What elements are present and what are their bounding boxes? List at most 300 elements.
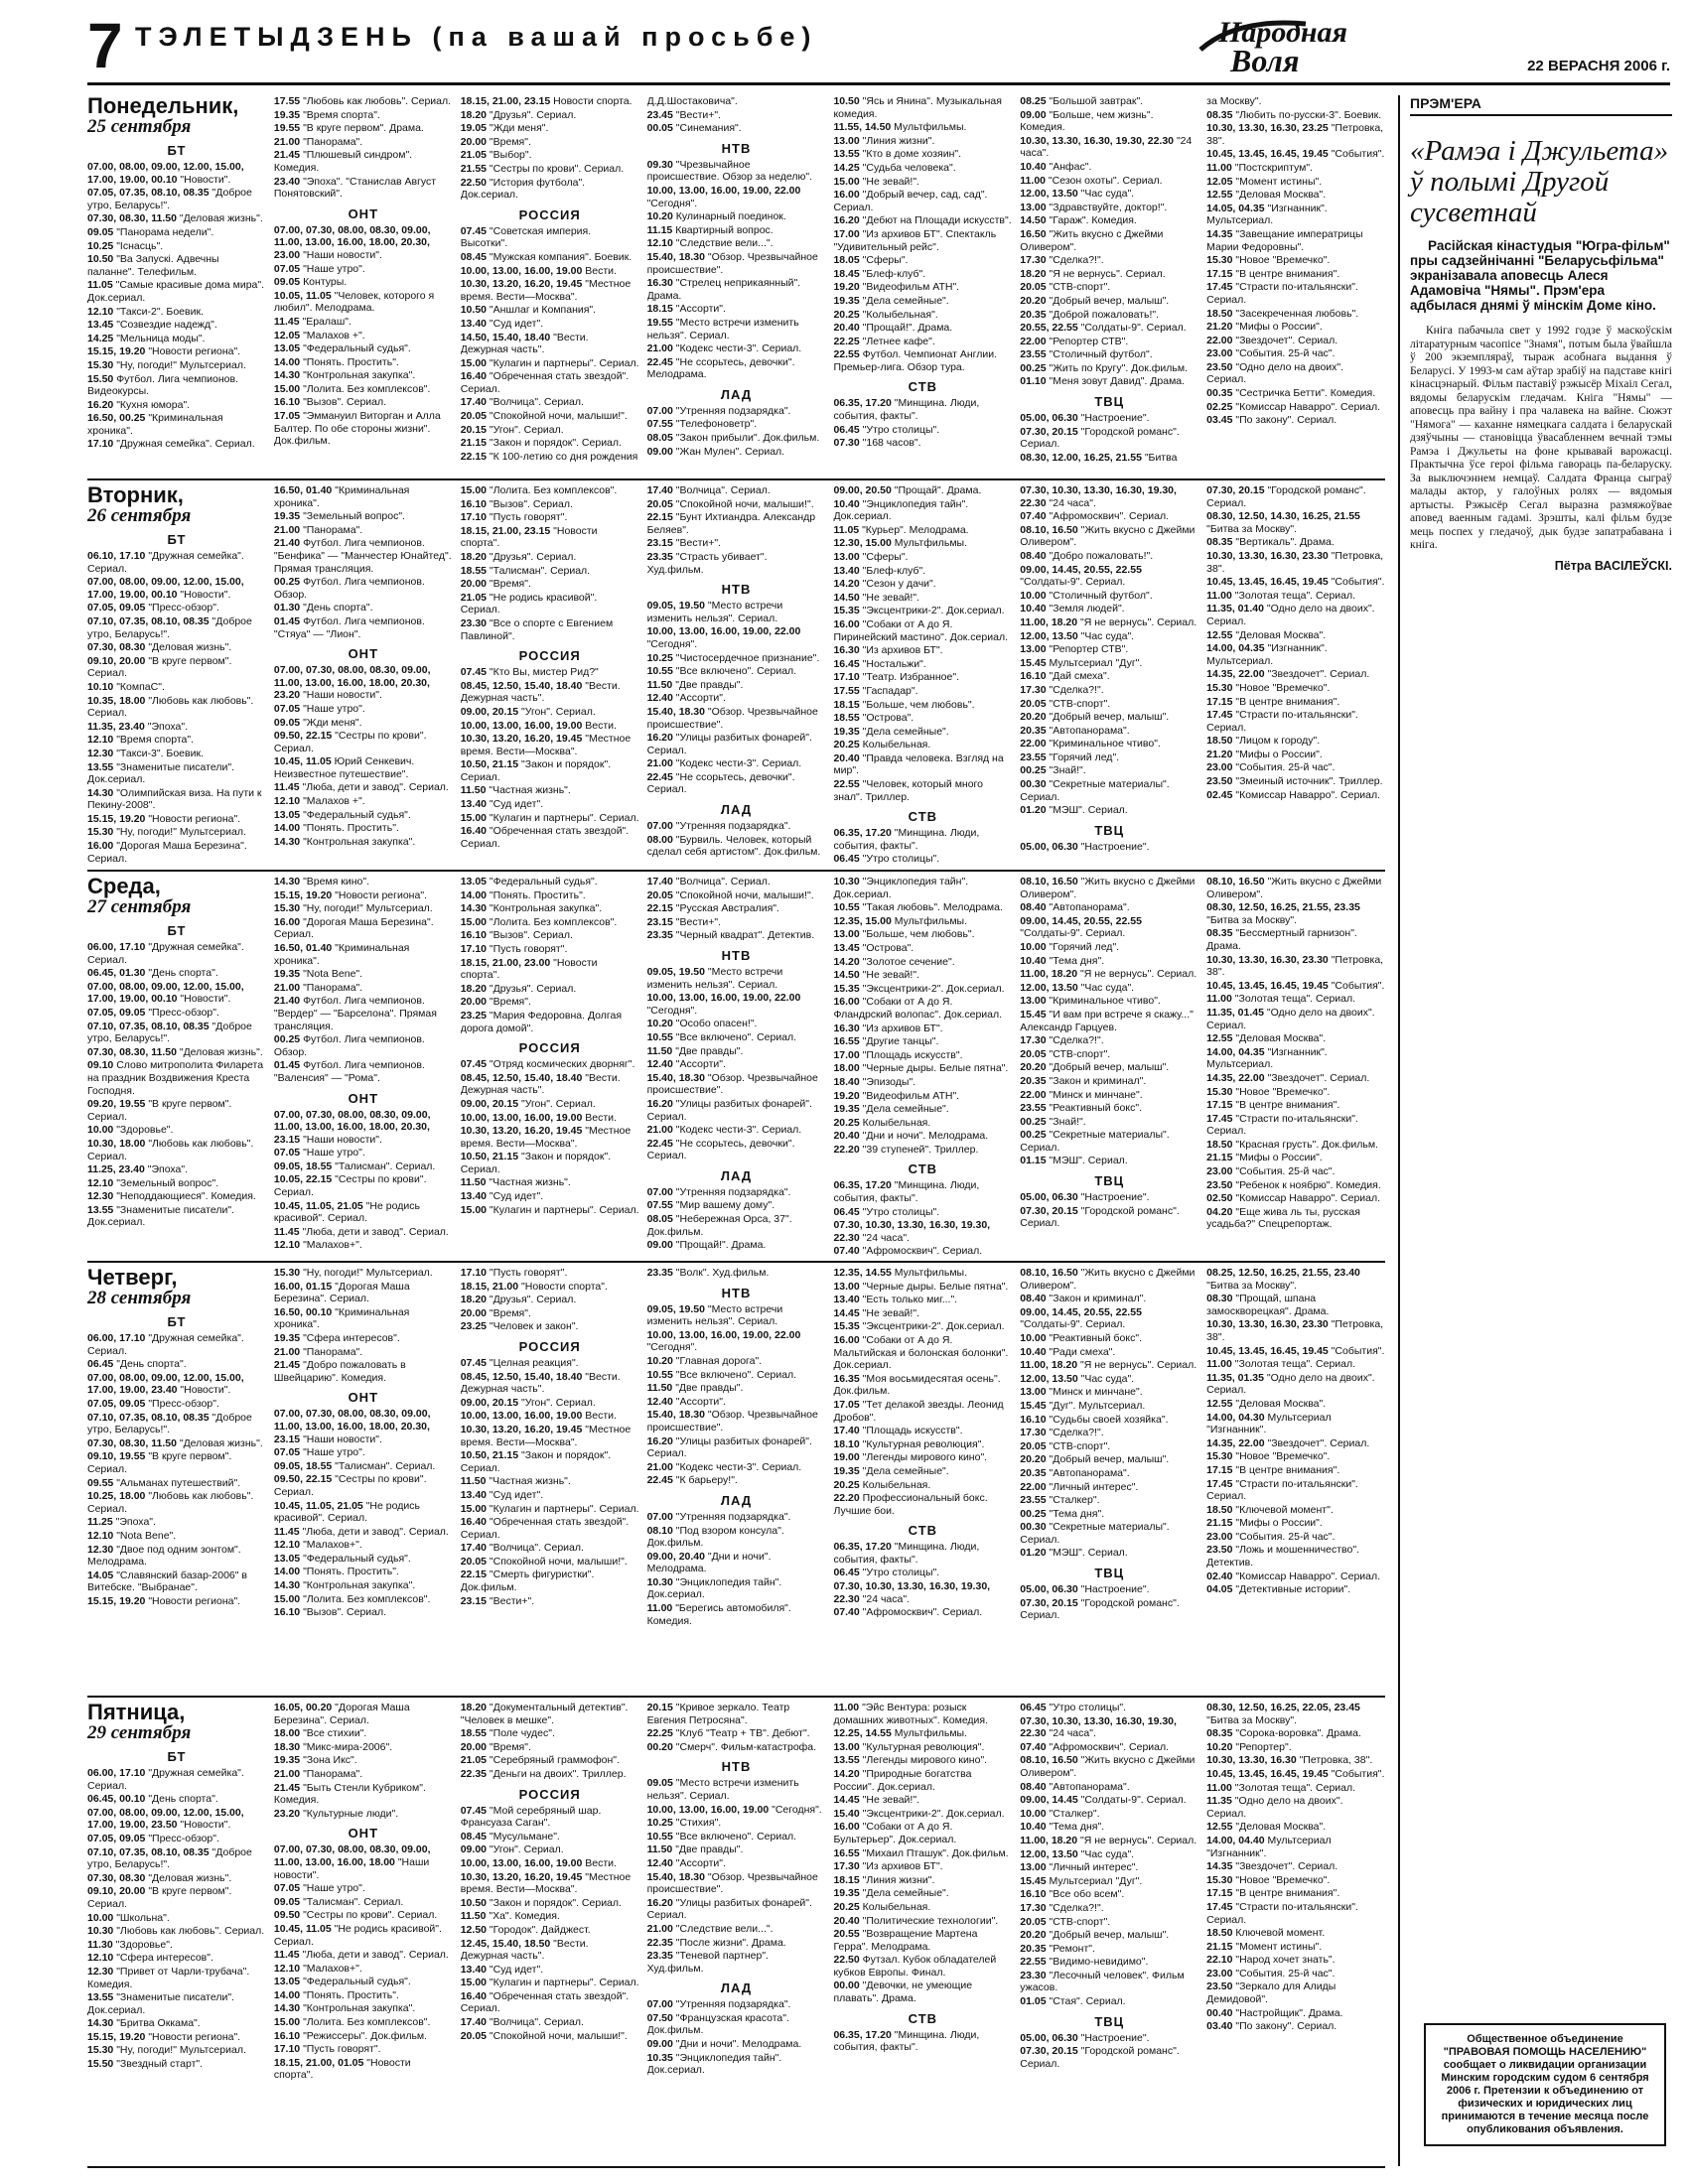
program-entry: 06.45 "Утро столицы".: [833, 853, 940, 866]
program-entry: 16.20 "Улицы разбитых фонарей". Сериал.: [646, 1097, 812, 1123]
program-entry: 14.35 "Завещание императрицы Марии Федоровны".: [1206, 227, 1363, 253]
program-entry: 07.30, 10.30, 13.30, 16.30, 19.30, 22.30 "24 часа".: [1020, 1714, 1177, 1740]
schedule-column: [274, 484, 453, 870]
program-entry: 15.35 "Эксцентрики-2". Док.сериал.: [833, 1320, 1005, 1333]
program-entry: 16.20 "Улицы разбитых фонарей". Сериал.: [646, 1896, 812, 1922]
schedule-column: [87, 1702, 266, 2166]
program-entry: 07.00, 07.30, 08.00, 08.30, 09.00, 11.00, 13.00, 16.00, 18.00 "Наши новости".: [273, 1843, 431, 1881]
program-entry: 10.30, 13.30, 16.30, 19.30, 22.30 "24 часа".: [1020, 134, 1193, 160]
program-entry: 16.20 "Кухня юмора".: [87, 398, 191, 411]
program-entry: 10.35 "Энциклопедия тайн". Док.сериал.: [646, 2051, 782, 2077]
program-entry: 08.45, 12.50, 15.40, 18.40 "Вести. Дежурная часть".: [460, 679, 621, 705]
program-entry: 20.20 "Добрый вечер, малыш".: [1020, 711, 1170, 724]
program-entry: 20.05 "СТВ-спорт".: [1020, 697, 1111, 710]
program-entry: 00.20 "Смерч". Фильм-катастрофа.: [646, 1740, 817, 1753]
channel-heading: СТВ: [908, 1523, 938, 1539]
program-entry: 14.30 "Время кино".: [273, 876, 370, 887]
program-entry: 13.40 "Суд идет".: [460, 1190, 544, 1203]
program-entry: 09.05, 18.55 "Талисман". Сериал.: [273, 1160, 436, 1172]
program-entry: 09.10, 20.00 "В круге первом". Сериал.: [87, 654, 232, 680]
program-entry: 20.40 "Дни и ночи". Мелодрама.: [833, 1130, 989, 1143]
program-entry: 09.05, 19.50 "Место встречи изменить нельзя". Сериал.: [646, 1302, 783, 1328]
program-entry: 22.55 "Человек, который много знал". Триллер.: [833, 778, 983, 803]
program-entry: 21.20 "Мифы о России".: [1206, 748, 1323, 760]
program-entry: 15.30 "Новое "Времечко".: [1206, 1085, 1331, 1098]
program-entry: 09.05 Контуры.: [273, 276, 348, 289]
schedule-column: [647, 1267, 826, 1696]
program-entry: 23.45 "Вести+".: [646, 108, 722, 121]
program-entry: 01.20 "МЭШ". Сериал.: [1020, 804, 1128, 817]
program-entry: 12.05 "Малахов +".: [273, 329, 365, 341]
program-entry: 13.05 "Федеральный судья".: [273, 342, 411, 355]
program-entry: 10.40 "Анфас".: [1020, 160, 1092, 173]
program-entry: 04.05 "Детективные истории".: [1206, 1583, 1351, 1596]
program-entry: 11.35 "Одно дело на двоих". Сериал.: [1206, 1795, 1343, 1820]
program-entry: 02.25 "Комиссар Наварро". Сериал.: [1206, 400, 1381, 413]
program-entry: 11.15 Квартирный вопрос.: [646, 223, 774, 236]
day-name: Среда,: [87, 876, 161, 898]
program-entry: 15.15, 19.20 "Новости региона".: [87, 2030, 241, 2043]
program-entry: 11.35, 01.35 "Одно дело на двоих". Сериал.: [1206, 1371, 1375, 1397]
program-entry: 05.00, 06.30 "Настроение".: [1020, 1191, 1150, 1204]
program-entry: 00.30 "Секретные материалы". Сериал.: [1020, 778, 1170, 803]
program-entry: 10.00, 13.00, 16.00, 19.00 Вести.: [460, 719, 617, 732]
program-entry: 22.20 "39 ступеней". Триллер.: [833, 1143, 979, 1156]
program-entry: 21.40 Футбол. Лига чемпионов. "Бенфика" — "Манчестер Юнайтед". Прямая трансляция.: [273, 537, 452, 575]
program-entry: 17.15 "В центре внимания".: [1206, 1887, 1340, 1900]
program-entry: 03.45 "По закону". Сериал.: [1206, 414, 1337, 427]
program-entry: 06.45, 00.10 "День спорта".: [87, 1793, 218, 1806]
program-entry: 14.00 "Понять. Простить".: [273, 1988, 399, 2001]
program-entry: 19.35 "Дела семейные".: [833, 1103, 949, 1116]
program-entry: 00.35 "Сестричка Бетти". Комедия.: [1206, 387, 1376, 400]
program-entry: 10.55 "Все включено". Сериал.: [646, 1030, 797, 1043]
program-entry: 07.40 "Афромосквич". Сериал.: [1020, 510, 1170, 523]
program-entry: 10.25 "Існасць".: [87, 239, 164, 252]
day-date: 27 сентября: [87, 896, 192, 917]
program-entry: 00.25 Футбол. Лига чемпионов. Обзор.: [273, 576, 425, 601]
program-entry: 13.05 "Федеральный судья".: [273, 1552, 411, 1565]
program-entry: 11.05 "Самые красивые дома мира". Док.сериал.: [87, 279, 265, 304]
program-entry: 10.45, 13.45, 16.45, 19.45 "События".: [1206, 148, 1385, 161]
program-entry: 06.35, 17.20 "Минщина. Люди, события, факты".: [833, 1541, 980, 1566]
channel-heading: НТВ: [721, 140, 752, 156]
program-entry: 15.00 "Кулагин и партнеры". Сериал.: [460, 1502, 639, 1515]
program-entry: 17.45 "Страсти по-итальянски". Сериал.: [1206, 1112, 1358, 1138]
program-entry: 07.00, 07.30, 08.00, 08.30, 09.00, 11.00, 13.00, 16.00, 18.00, 20.30, 23.15 "Наши новости".: [273, 1408, 431, 1445]
program-entry: 07.00 "Утренняя подзарядка".: [646, 404, 791, 417]
program-entry: 23.40 "Эпоха". "Станислав Август Понятовский".: [273, 175, 437, 201]
program-entry: 20.25 Колыбельная.: [833, 739, 931, 751]
program-entry: 11.45 "Люба, дети и завод". Сериал.: [273, 781, 449, 794]
program-entry: 14.00, 04.35 "Изгнанник". Мультсериал.: [1206, 1045, 1328, 1071]
program-entry: 07.30, 20.15 "Городской романс". Сериал.: [1020, 425, 1180, 451]
schedule-column: [87, 484, 266, 870]
program-entry: 15.30 "Новое "Времечко".: [1206, 681, 1331, 694]
program-entry: 07.00 "Утренняя подзарядка".: [646, 1998, 791, 2011]
program-entry: 23.25 "Мария Федоровна. Долгая дорога домой".: [460, 1009, 623, 1034]
program-entry: 22.25 "Клуб "Театр + ТВ". Дебют".: [646, 1727, 810, 1740]
program-entry: 06.45, 01.30 "День спорта".: [87, 967, 218, 980]
program-entry: 10.25 "Стихия".: [646, 1817, 722, 1830]
program-entry: 11.30 "Здоровье".: [87, 1938, 173, 1951]
program-entry: 10.00 "Сталкер".: [1020, 1807, 1100, 1820]
svg-text:Народная: Народная: [1218, 16, 1347, 49]
day-name: Понедельник,: [87, 95, 239, 118]
program-entry: 15.30 "Ну, погоди!" Мультсериал.: [273, 1267, 433, 1279]
program-entry: 19.35 "Дела семейные".: [833, 1887, 949, 1900]
program-entry: 06.00, 17.10 "Дружная семейка". Сериал.: [87, 1332, 244, 1357]
program-entry: 13.40 "Есть только миг...".: [833, 1294, 958, 1306]
channel-heading: ТВЦ: [1094, 822, 1125, 838]
program-entry: 02.45 "Комиссар Наварро". Сериал.: [1206, 788, 1381, 801]
program-entry: 07.05 "Наше утро".: [273, 1882, 365, 1895]
channel-heading: ЛАД: [720, 1492, 753, 1508]
program-entry: 20.40 "Прощай!". Драма.: [833, 322, 953, 335]
program-entry: 07.45 "Советская империя. Высотки".: [460, 224, 592, 250]
program-entry: 01.45 Футбол. Лига чемпионов. "Валенсия" — "Рома".: [273, 1059, 425, 1084]
program-entry: 20.00 "Время".: [460, 1306, 531, 1319]
program-entry: 10.00 "Горячий лед".: [1020, 940, 1120, 953]
program-entry: 16.35 "Моя восьмидесятая осень". Док.фильм.: [833, 1372, 1001, 1398]
program-entry: 09.00 "Прощай!". Драма.: [646, 1239, 767, 1252]
program-entry: 07.30, 08.30, 11.50 "Деловая жизнь".: [87, 1045, 263, 1058]
legal-notice: Общественное объединение "ПРАВОВАЯ ПОМОЩЬ НАСЕЛЕНИЮ" сообщает о ликвидации организации Минским городским судом 6 сентября 2006 г. Претензии к объединению от физических и юридических лиц принимаются в течение месяца после опубликования объявления.: [1424, 2023, 1666, 2146]
program-entry: 10.45, 11.05, 21.05 "Не родись красивой". Сериал.: [273, 1199, 420, 1225]
channel-heading: НТВ: [721, 947, 752, 963]
program-entry: 14.00, 04.30 Мультсериал "Изгнанник".: [1206, 1411, 1332, 1436]
program-entry: 10.50 "Ва Запускі. Адвечны паланне". Телефильм.: [87, 253, 219, 278]
program-entry: за Москву".: [1206, 95, 1262, 107]
program-entry: 16.00 "Дорогая Маша Березина". Сериал.: [87, 840, 247, 865]
channel-heading: БТ: [167, 532, 187, 547]
program-entry: 22.45 "Не ссорьтесь, девочки". Мелодрама.: [646, 355, 795, 381]
program-entry: 16.10 "Все обо всем".: [1020, 1888, 1125, 1901]
program-entry: 22.35 "Деньги на двоих". Триллер.: [460, 1767, 627, 1780]
program-entry: 12.40 "Ассорти".: [646, 1856, 726, 1869]
channel-heading: СТВ: [908, 809, 938, 825]
program-entry: 00.25 "Знай!".: [1020, 1115, 1086, 1128]
program-entry: 20.05 "СТВ-спорт".: [1020, 1439, 1111, 1452]
program-entry: 14.00 "Понять. Простить".: [273, 1566, 399, 1578]
program-entry: 20.05 "СТВ-спорт".: [1020, 1915, 1111, 1928]
program-entry: 13.00 "Сферы".: [833, 550, 909, 563]
program-entry: 19.55 "В круге первом". Драма.: [273, 122, 424, 135]
day-name: Вторник,: [87, 484, 184, 507]
program-entry: 15.00 "Кулагин и партнеры". Сериал.: [460, 811, 639, 824]
program-entry: 10.30, 13.20, 16.20, 19.45 "Местное время. Вести—Москва".: [460, 1125, 632, 1150]
program-entry: 08.30, 12.50, 16.25, 21.55, 23.35 "Битва за Москву".: [1206, 901, 1360, 926]
program-entry: 07.40 "Афромосквич". Сериал.: [1020, 1740, 1170, 1753]
program-entry: 07.05, 09.05 "Пресс-обзор".: [87, 1832, 219, 1844]
program-entry: 07.00, 08.00, 09.00, 12.00, 15.00, 17.00, 19.00, 23.50 "Новости".: [87, 1806, 244, 1832]
program-entry: 23.00 "События. 25-й час".: [1206, 761, 1336, 774]
program-entry: 13.40 "Блеф-клуб".: [833, 564, 926, 577]
program-entry: 11.00 "Золотая теща". Сериал.: [1206, 589, 1356, 602]
program-entry: 12.10 "Следствие вели...".: [646, 237, 774, 250]
program-entry: 14.20 "Золотое сечение".: [833, 955, 955, 968]
program-entry: 17.45 "Страсти по-итальянски". Сериал.: [1206, 281, 1358, 306]
channel-heading: БТ: [167, 1314, 187, 1329]
program-entry: 08.30 "Прощай, шпана замоскворецкая". Драма.: [1206, 1293, 1330, 1317]
program-entry: 15.00 "Не зевай!".: [833, 175, 919, 188]
program-entry: 09.00, 20.40 "Дни и ночи". Мелодрама.: [646, 1550, 772, 1575]
program-entry: 16.00 "Дорогая Маша Березина". Сериал.: [273, 915, 434, 941]
program-entry: 23.20 "Культурные люди".: [273, 1807, 399, 1820]
program-entry: 13.40 "Суд идет".: [460, 1963, 544, 1976]
program-entry: 08.10, 16.50 "Жить вкусно с Джейми Оливером".: [1206, 876, 1382, 900]
program-entry: 15.15, 19.20 "Новости региона".: [87, 1594, 241, 1607]
day-block: [87, 876, 1385, 1263]
program-entry: 21.15 "Мифы о России".: [1206, 1152, 1323, 1164]
program-entry: 18.30 "Микс-мира-2006".: [273, 1740, 393, 1753]
program-entry: 16.10 "Дай смеха".: [1020, 670, 1110, 683]
program-entry: 10.30, 18.00 "Любовь как любовь". Сериал.: [87, 1137, 254, 1162]
program-entry: 07.10, 07.35, 08.10, 08.35 "Доброе утро, Беларусь!".: [87, 614, 252, 640]
program-entry: 12.30, 15.00 Мультфильмы.: [833, 537, 968, 550]
program-entry: 09.10, 19.55 "В круге первом". Сериал.: [87, 1450, 232, 1475]
program-entry: 10.35, 18.00 "Любовь как любовь". Сериал.: [87, 694, 254, 720]
program-entry: 15.35 "Эксцентрики-2". Док.сериал.: [833, 605, 1005, 617]
program-entry: 10.30, 13.30, 16.30, 23.30 "Петровка, 38".: [1206, 953, 1384, 979]
channel-heading: ЛАД: [720, 1167, 753, 1183]
program-entry: 07.30, 08.30 "Деловая жизнь".: [87, 641, 232, 654]
program-entry: 10.40 "Тема дня".: [1020, 1821, 1105, 1834]
premiere-sidebar: [1398, 95, 1672, 2166]
program-entry: 22.00 "Звездочет". Сериал.: [1206, 334, 1338, 346]
program-entry: 22.00 "Минск и минчане".: [1020, 1088, 1143, 1101]
program-entry: 13.05 "Федеральный судья".: [273, 808, 411, 821]
schedule-column: [647, 1702, 826, 2166]
program-entry: 07.30, 20.15 "Городской романс". Сериал.: [1206, 484, 1366, 509]
program-entry: 10.50 "Ясь и Янина". Музыкальная комедия.: [833, 95, 1002, 120]
program-entry: 08.35 "Бессмертный гарнизон". Драма.: [1206, 927, 1357, 952]
program-entry: 11.50 "Частная жизнь".: [460, 784, 571, 797]
program-entry: 20.35 "Закон и криминал".: [1020, 1074, 1147, 1087]
program-entry: 07.45 "Кто Вы, мистер Рид?": [460, 666, 599, 679]
program-entry: 01.20 "МЭШ". Сериал.: [1020, 1547, 1128, 1560]
program-entry: 08.45, 12.50, 15.40, 18.40 "Вести. Дежурная часть".: [460, 1370, 621, 1396]
program-entry: 13.00 "Личный интерес".: [1020, 1861, 1139, 1874]
program-entry: 22.15 "Бунт Ихтиандра. Александр Беляев".: [646, 511, 816, 536]
program-entry: 07.05 "Наше утро".: [273, 262, 365, 275]
program-entry: 20.15 "Кривое зеркало. Театр Евгения Петросяна".: [646, 1702, 790, 1726]
program-entry: 21.00 "Кодекс чести-3". Сериал.: [646, 1124, 802, 1137]
program-entry: 16.10 "Режиссеры". Док.фильм.: [273, 2029, 428, 2042]
program-entry: 09.50 "Сестры по крови". Сериал.: [273, 1909, 438, 1922]
program-entry: 08.25 "Большой завтрак".: [1020, 95, 1144, 107]
program-entry: 18.50 "Ключевой момент".: [1206, 1503, 1334, 1516]
program-entry: 12.10 "Малахов +".: [273, 795, 365, 808]
program-entry: 09.00, 20.15 "Угон". Сериал.: [460, 1396, 596, 1409]
program-entry: 07.00, 08.00, 09.00, 12.00, 15.00, 17.00, 19.00, 00.10 "Новости".: [87, 161, 244, 186]
program-entry: 18.55 "Острова".: [833, 712, 914, 725]
program-entry: 18.15, 21.00, 23.00 "Новости спорта".: [460, 956, 598, 982]
program-entry: 09.05 "Место встречи изменить нельзя". Сериал.: [646, 1777, 799, 1802]
program-entry: 19.35 "Дела семейные".: [833, 725, 949, 738]
program-entry: 08.30, 12.00, 16.25, 21.55 "Битва: [1020, 451, 1178, 464]
program-entry: 14.35, 22.00 "Звездочет". Сериал.: [1206, 1436, 1370, 1449]
program-entry: 15.00 "Лолита. Без комплексов".: [460, 484, 618, 496]
program-entry: 11.00 "Постскриптум".: [1206, 161, 1313, 174]
program-entry: 10.05, 22.15 "Сестры по крови". Сериал.: [273, 1173, 427, 1199]
program-entry: 15.40, 18.30 "Обзор. Чрезвычайное происшествие".: [646, 1870, 818, 1896]
program-entry: 16.55 "Другие танцы".: [833, 1035, 939, 1048]
program-entry: 15.40, 18.30 "Обзор. Чрезвычайное происшествие".: [646, 1409, 818, 1433]
issue-date: 22 ВЕРАСНЯ 2006 г.: [1527, 58, 1670, 74]
program-entry: 15.40, 18.30 "Обзор. Чрезвычайное происшествие".: [646, 705, 818, 731]
program-entry: 15.30 "Ну, погоди!" Мультсериал.: [273, 902, 433, 915]
program-entry: 06.35, 17.20 "Минщина. Люди, события, факты".: [833, 1179, 980, 1205]
program-entry: 08.35 "Любить по-русски-3". Боевик.: [1206, 108, 1382, 121]
program-entry: 02.50 "Комиссар Наварро". Сериал.: [1206, 1192, 1381, 1205]
program-entry: 08.35 "Сорока-воровка". Драма.: [1206, 1727, 1361, 1740]
program-entry: 16.10 "Вызов". Сериал.: [460, 497, 573, 510]
program-entry: 07.30, 20.15 "Городской романс". Сериал.: [1020, 2045, 1180, 2070]
program-entry: 15.00 "Лолита. Без комплексов".: [273, 2016, 431, 2029]
program-entry: 15.00 "Кулагин и партнеры". Сериал.: [460, 1203, 639, 1216]
program-entry: 10.00, 13.00, 16.00, 19.00, 22.00 "Сегодня".: [646, 992, 801, 1017]
channel-heading: ЛАД: [720, 386, 753, 402]
program-entry: 05.00, 06.30 "Настроение".: [1020, 840, 1150, 853]
program-entry: 07.40 "Афромосквич". Сериал.: [833, 1245, 983, 1258]
program-entry: 13.55 "Легенды мирового кино".: [833, 1754, 988, 1767]
program-entry: 15.00 "Лолита. Без комплексов".: [273, 382, 431, 395]
program-entry: 08.30, 12.50, 14.30, 16.25, 21.55 "Битва за Москву".: [1206, 510, 1360, 535]
day-heading: [87, 1267, 266, 1308]
program-entry: 07.30, 08.30 "Деловая жизнь".: [87, 1871, 232, 1884]
program-entry: 10.00, 13.00, 16.00, 19.00 Вести.: [460, 1111, 617, 1124]
program-entry: 13.00 "Культурная революция".: [833, 1740, 985, 1753]
program-entry: 09.50, 22.15 "Сестры по крови". Сериал.: [273, 730, 427, 754]
program-entry: 09.00, 14.45, 20.55, 22.55 "Солдаты-9". Сериал.: [1020, 563, 1142, 589]
program-entry: 11.00 "Берегись автомобиля". Комедия.: [646, 1602, 791, 1627]
program-entry: 20.20 "Добрый вечер, малыш".: [1020, 294, 1170, 307]
channel-heading: ЛАД: [720, 802, 753, 818]
channel-heading: НТВ: [721, 1285, 752, 1300]
program-entry: 17.00 "Площадь искусств".: [833, 1048, 963, 1061]
program-entry: 10.30, 13.30, 16.30, 23.30 "Петровка, 38".: [1206, 1318, 1384, 1343]
program-entry: 19.20 "Видеофильм АТН".: [833, 281, 960, 294]
program-entry: 22.35 "После жизни". Драма.: [646, 1936, 786, 1949]
premiere-lead: Расійская кінастудыя "Югра-фільм" пры садзейнічанні "Беларусьфільма" экранізавала аповесць Алеся Адамовіча "Нямы". Прэм'ера адбылася днямі ў мінскім Доме кіно.: [1410, 238, 1670, 313]
program-entry: 16.40 "Обреченная стать звездой". Сериал.: [460, 825, 630, 850]
program-entry: 22.20 Профессиональный бокс. Лучшие бои.: [833, 1492, 988, 1517]
program-entry: 10.00, 13.00, 16.00, 19.00 Вести.: [460, 1410, 617, 1423]
program-entry: 10.00, 13.00, 16.00, 19.00 Вести.: [460, 1856, 617, 1869]
premiere-title: «Рамэа і Джульета» ў полымі Другой сусветнай: [1410, 135, 1669, 228]
program-entry: 09.00 "Дни и ночи". Мелодрама.: [646, 2038, 802, 2051]
program-entry: 01.30 "День спорта".: [273, 602, 373, 614]
program-entry: 10.05, 11.05 "Человек, которого я любил". Мелодрама.: [273, 289, 435, 315]
program-entry: 16.00 "Собаки от А до Я. Фландрский волопас". Док.сериал.: [833, 996, 1003, 1021]
program-entry: 06.45 "Утро столицы".: [833, 423, 940, 436]
program-entry: 21.05 "Выбор".: [460, 149, 532, 162]
program-entry: 17.30 "Сделка?!".: [1020, 1034, 1104, 1047]
program-entry: 23.35 "Теневой партнер". Худ.фильм.: [646, 1950, 769, 1975]
program-entry: 17.00 "Из архивов БТ". Спектакль "Удивительный рейс".: [833, 227, 997, 253]
program-entry: 19.35 "Сфера интересов".: [273, 1331, 400, 1344]
program-entry: 09.30 "Чрезвычайное происшествие. Обзор за неделю".: [646, 158, 812, 184]
program-entry: 09.00, 14.45, 20.55, 22.55 "Солдаты-9". Сериал.: [1020, 914, 1142, 940]
channel-heading: БТ: [167, 923, 187, 938]
program-entry: 18.15 "Ассорти".: [646, 303, 726, 316]
program-entry: 18.20 "Документальный детектив". "Человек в мешке".: [460, 1702, 629, 1726]
program-entry: 08.45 "Мужская компания". Боевик.: [460, 250, 633, 263]
program-entry: 10.30 "Энциклопедия тайн". Док.сериал.: [646, 1575, 782, 1601]
schedule-column: [1020, 1702, 1198, 2166]
program-entry: 15.15, 19.20 "Новости региона".: [87, 345, 241, 358]
program-entry: 23.35 "Черный квадрат". Детектив.: [646, 929, 815, 942]
program-entry: 10.45, 13.45, 16.45, 19.45 "События".: [1206, 979, 1385, 992]
program-entry: 07.10, 07.35, 08.10, 08.35 "Доброе утро, Беларусь!".: [87, 1020, 252, 1045]
page-header: [0, 0, 1688, 91]
program-entry: 13.40 "Суд идет".: [460, 1488, 544, 1501]
program-entry: 07.10, 07.35, 08.10, 08.35 "Доброе утро, Беларусь!".: [87, 1845, 252, 1871]
program-entry: 06.45 "Утро столицы".: [833, 1205, 940, 1218]
program-entry: 16.00 "Собаки от А до Я. Бультерьер". Док.сериал.: [833, 1821, 957, 1845]
schedule-column: [461, 876, 639, 1261]
program-entry: 07.05, 09.05 "Пресс-обзор".: [87, 602, 219, 614]
program-entry: 10.20 Кулинарный поединок.: [646, 210, 786, 223]
program-entry: 08.45, 12.50, 15.40, 18.40 "Вести. Дежурная часть".: [460, 1071, 621, 1097]
program-entry: 14.05 "Славянский базар-2006" в Витебске. "Выбранае".: [87, 1569, 247, 1594]
program-entry: 20.55, 22.55 "Солдаты-9". Сериал.: [1020, 322, 1187, 335]
schedule-column: [1020, 484, 1198, 870]
program-entry: 00.25 "Знай!".: [1020, 764, 1086, 777]
program-entry: 18.50 "Красная грусть". Док.фильм.: [1206, 1138, 1378, 1151]
program-entry: 07.30, 20.15 "Городской романс". Сериал.: [1020, 1204, 1180, 1230]
page-number: 7: [87, 10, 123, 81]
program-entry: 10.55 "Такая любовь". Мелодрама.: [833, 901, 1003, 914]
program-entry: 21.00 "Панорама".: [273, 135, 363, 148]
program-entry: 14.00, 04.40 Мультсериал "Изгнанник".: [1206, 1834, 1332, 1859]
program-entry: 20.05 "Спокойной ночи, малыши!".: [646, 888, 814, 901]
program-entry: 10.30, 13.30, 16.30 "Петровка, 38".: [1206, 1754, 1373, 1767]
program-entry: 10.00, 13.00, 16.00, 19.00, 22.00 "Сегодня".: [646, 1328, 801, 1354]
schedule-column: [647, 484, 826, 870]
program-entry: 22.15 "К 100-летию со дня рождения: [460, 450, 638, 463]
program-entry: 07.00 "Утренняя подзарядка".: [646, 1185, 791, 1198]
channel-heading: РОССИЯ: [518, 206, 581, 222]
program-entry: 08.00 "Бурвиль. Человек, который сделал себя артистом". Док.фильм.: [646, 833, 821, 859]
day-date: 29 сентября: [87, 1722, 192, 1743]
program-entry: 19.35 "Зона Икс".: [273, 1754, 357, 1767]
program-entry: 09.10 Слово митрополита Филарета на праздник Воздвижения Креста Господня.: [87, 1059, 264, 1097]
program-entry: 00.00 "Девочки, не умеющие плавать". Драма.: [833, 1979, 973, 2005]
program-entry: 23.15 "Вести+".: [646, 537, 722, 550]
program-entry: 18.50 "Лицом к городу".: [1206, 735, 1321, 748]
program-entry: 16.30 "Из архивов БТ".: [833, 644, 943, 657]
program-entry: 11.25, 23.40 "Эпоха".: [87, 1163, 189, 1176]
program-entry: 07.45 "Целная реакция".: [460, 1356, 579, 1369]
program-entry: 06.35, 17.20 "Минщина. Люди, события, факты".: [833, 2028, 980, 2054]
program-entry: 23.50 "Змеиный источник". Триллер.: [1206, 775, 1383, 788]
program-entry: 13.45 "Острова".: [833, 941, 914, 954]
program-entry: 10.30, 13.20, 16.20, 19.45 "Местное время. Вести—Москва".: [460, 1870, 632, 1896]
program-entry: 23.00 "События. 25-й час".: [1206, 1967, 1336, 1979]
program-entry: 17.40 "Волчица". Сериал.: [460, 1542, 584, 1555]
program-entry: 15.35 "Эксцентрики-2". Док.сериал.: [833, 982, 1005, 995]
channel-heading: ТВЦ: [1094, 394, 1125, 410]
program-entry: 07.00, 08.00, 09.00, 12.00, 15.00, 17.00, 19.00, 00.10 "Новости".: [87, 980, 244, 1006]
program-entry: 20.05 "Спокойной ночи, малыши!".: [460, 2029, 628, 2042]
program-entry: 18.00 "Все стихии".: [273, 1727, 367, 1740]
program-entry: 15.45 "Дуг". Мультсериал.: [1020, 1399, 1146, 1412]
program-entry: 13.40 "Суд идет".: [460, 317, 544, 330]
schedule-column: [1206, 1702, 1385, 2166]
program-entry: 23.55 "Столичный футбол".: [1020, 348, 1153, 361]
